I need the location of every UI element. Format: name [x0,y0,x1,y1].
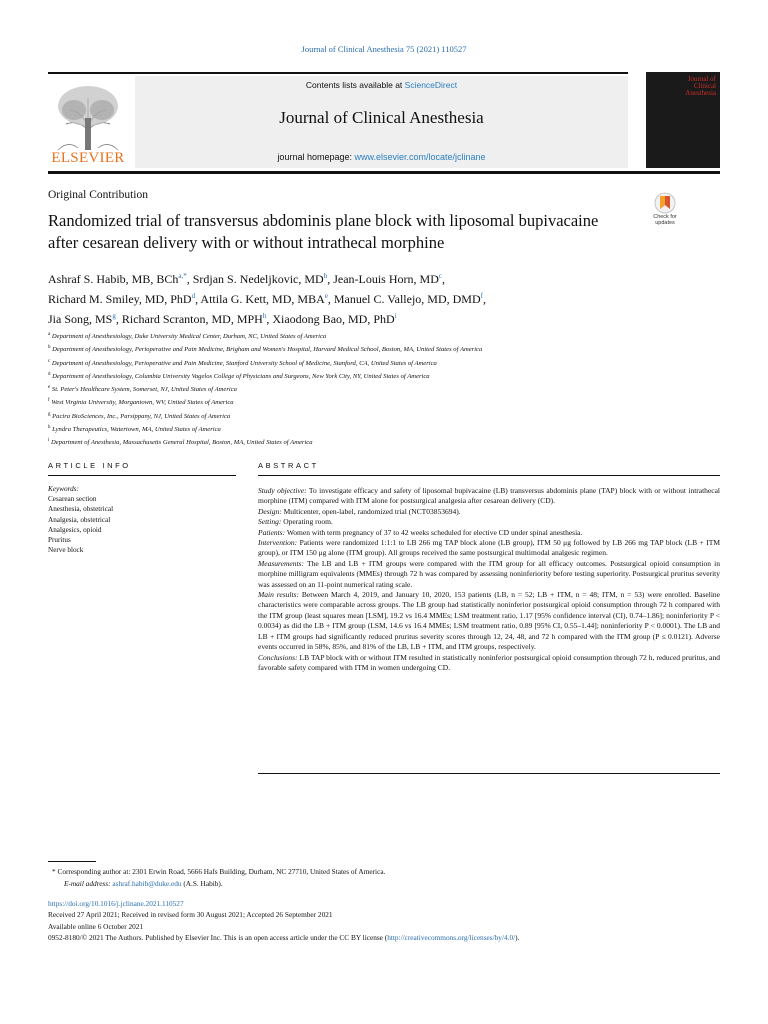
contents-prefix: Contents lists available at [305,80,405,90]
journal-title: Journal of Clinical Anesthesia [279,108,484,127]
cover-title: Journal of Clinical Anesthesia [685,75,716,97]
abstract-paragraph [258,528,720,538]
affiliation-marker: c [48,358,51,364]
author-affiliation-marker[interactable]: c [438,272,442,280]
affiliation-marker: h [48,424,51,430]
affiliation-item [48,369,728,382]
affiliation-item [48,422,728,435]
sciencedirect-link[interactable]: ScienceDirect [404,80,458,90]
email-label: E-mail address: [64,878,113,888]
affiliation-marker: i [48,438,50,444]
author-separator: , [195,292,201,306]
author-name[interactable]: Jean-Louis Horn, MD [333,272,439,286]
affiliation-item [48,435,728,448]
author-affiliation-marker[interactable]: i [394,312,397,320]
keyword-item: Nerve block [48,546,84,555]
homepage-prefix: journal homepage: [277,152,355,162]
affiliation-text: Lyndra Therapeutics, Watertown, MA, United States of America [52,426,221,434]
homepage-link[interactable]: www.elsevier.com/locate/jclinane [354,152,486,162]
homepage-line [135,152,628,162]
affiliation-marker: a [48,332,51,337]
author-affiliation-marker[interactable]: g [112,312,116,320]
publisher-name: ELSEVIER [51,150,125,166]
affiliation-item [48,409,728,422]
affiliation-marker: d [48,371,51,377]
abstract-paragraph [258,590,720,652]
author-name[interactable]: Srdjan S. Nedeljkovic, MD [192,272,324,286]
badge-label: Check for updates [653,214,677,226]
abstract-paragraph [258,559,720,590]
article-info-rule [48,475,236,476]
abstract-heading: ABSTRACT [258,461,319,470]
author-name[interactable]: Ashraf S. Habib, MB, BCh [48,272,179,286]
keyword-item: Cesarean section [48,495,97,504]
received-dates: Received 27 April 2021; Received in revised form 30 August 2021; Accepted 26 September 2021 [48,910,333,920]
abstract-paragraph-text: Operating room. [281,517,333,527]
author-affiliation-marker[interactable]: e [324,292,328,300]
affiliation-item [48,382,728,395]
available-online: Available online 6 October 2021 [48,921,144,931]
author-name[interactable]: Xiaodong Bao, MD, PhD [272,312,395,326]
license-link[interactable]: http://creativecommons.org/licenses/by/4.0/ [387,932,516,942]
abstract-paragraph-label: Setting: [258,517,282,527]
author-name[interactable]: Jia Song, MS [48,312,113,326]
elsevier-tree-logo [48,80,128,152]
affiliation-marker: b [48,345,51,351]
abstract-paragraph-text: Patients were randomized 1:1:1 to LB 266 mg TAP block alone (LB group), ITM 50 μg followed by LB 266 mg TAP block (LB + ITM group), or ITM 150 μg alone (ITM group). All groups received the same postsurgical multimodal analgesic regimen. [258,538,720,558]
author-separator: , [327,272,334,286]
copyright-suffix: ). [515,932,520,942]
author-separator: , [186,272,193,286]
affiliation-text: Department of Anesthesiology, Perioperative and Pain Medicine, Brigham and Women's Hospital, Harvard Medical School, Boston, MA, United States of America [52,346,483,354]
abstract-paragraph-text: LB TAP block with or without ITM resulted in statistically noninferior postsurgical opioid consumption through 72 h, reduced pruritus, and favorable safety compared with ITM in women undergoing CD. [258,652,720,672]
abstract-bottom-rule [258,773,720,774]
abstract-paragraph-text: Between March 4, 2019, and January 10, 2020, 153 patients (LB, n = 52; LB + ITM, n = 48; ITM, n = 53) were enrolled. Baseline characteristics were comparable across groups. The LB group had statistically noninferior postsurgical opioid consumption through 72 h compared with the ITM group (least squares mean [LSM], 19.2 vs 16.4 MMEs; LSM treatment ratio, 1.17 [95% confidence interval (CI), 0.74–1.86]; noninferiority P < 0.0034) as did the LB + ITM group (LSM, 14.6 vs 16.4 MMEs; LSM treatment ratio, 0.89 [95% CI, 0.55–1.44]; noninferiority P < 0.0001). The LB and LB + ITM groups had significantly reduced pruritus severity scores through 12, 24, 48, and 72 h compared with the ITM group (P ≤ 0.0121). Adverse events occurred in 58%, 85%, and 81% of the LB, LB + ITM, and ITM groups, respectively. [258,590,720,652]
abstract-paragraph-text: The LB and LB + ITM groups were compared with the ITM group for all efficacy outcomes. Postsurgical opioid consumption in morphine milligram equivalents (MMEs) through 72 h was compared by assessing noninferiority before testing superiority. Postsurgical pruritus severity was assessed on an 11-point numerical rating scale. [258,558,720,589]
abstract-paragraph [258,486,720,507]
abstract-paragraph-label: Conclusions: [258,652,298,662]
affiliation-item [48,342,728,355]
journal-citation[interactable]: Journal of Clinical Anesthesia 75 (2021) 110527 [301,44,467,54]
article-info-heading: ARTICLE INFO [48,461,131,470]
affiliation-item [48,356,728,369]
header-rule [48,72,628,74]
affiliation-marker: g [48,411,51,417]
abstract-paragraph-label: Patients: [258,527,286,537]
copyright-prefix: 0952-8180/© 2021 The Authors. Published by Elsevier Inc. This is an open access article under the CC BY license ( [48,932,388,942]
contents-line [135,80,628,90]
keyword-item: Pruritus [48,536,71,545]
article-type: Original Contribution [48,189,148,201]
bookmark-icon [645,192,685,214]
author-list [48,268,728,328]
author-affiliation-marker[interactable]: a,* [178,272,187,280]
article-title: Randomized trial of transversus abdominis plane block with liposomal bupivacaine after cesarean delivery with or without intrathecal morphine [48,211,599,252]
author-separator: , [327,292,334,306]
abstract-paragraph [258,507,720,517]
abstract-body [258,486,720,673]
author-name[interactable]: Richard Scranton, MD, MPH [121,312,263,326]
keyword-item: Anesthesia, obstetrical [48,505,114,514]
publication-info [48,898,728,943]
abstract-rule [258,475,720,476]
copyright-line [48,932,728,943]
keyword-item: Analgesics, opioid [48,525,102,534]
affiliation-item [48,329,728,342]
affiliation-item [48,395,728,408]
abstract-paragraph-label: Intervention: [258,538,298,548]
author-separator: , [482,292,486,306]
abstract-paragraph-label: Design: [258,506,282,516]
corresponding-author: * Corresponding author at: 2301 Erwin Road, 5666 Hafs Building, Durham, NC 27710, United States of America. [52,867,386,876]
header-bottom-rule [48,171,720,174]
footnote [52,866,722,889]
abstract-paragraph [258,517,720,527]
author-separator: , [441,272,445,286]
keyword-item: Analgesia, obstetrical [48,515,111,524]
abstract-paragraph-text: To investigate efficacy and safety of liposomal bupivacaine (LB) transversus abdominis plane (TAP) block with or without intrathecal morphine (ITM) compared with ITM alone for postsurgical analgesia after cesarean delivery (CD). [258,486,721,506]
keywords-label: Keywords: [48,485,79,493]
affiliation-text: Department of Anesthesiology, Perioperative and Pain Medicine, Stanford University School of Medicine, Stanford, CA, United States of America [51,359,437,367]
author-separator: , [115,312,122,326]
abstract-paragraph-text: Multicenter, open-label, randomized trial (NCT03853694). [281,506,461,516]
affiliation-text: West Virginia University, Morgantown, WV, United States of America [51,399,234,407]
affiliation-text: Pacira BioSciences, Inc., Parsippany, NJ, United States of America [52,412,231,420]
email-line [52,878,722,890]
author-affiliation-marker[interactable]: b [323,272,328,280]
journal-cover-image [646,72,720,168]
affiliation-text: Department of Anesthesiology, Duke University Medical Center, Durham, NC, United States of America [51,333,327,341]
author-affiliation-marker[interactable]: h [262,312,267,320]
abstract-paragraph-label: Main results: [258,590,299,600]
author-name[interactable]: Manuel C. Vallejo, MD, DMD [333,292,481,306]
author-name[interactable]: Attila G. Kett, MD, MBA [200,292,325,306]
affiliation-list [48,329,728,449]
author-affiliation-marker[interactable]: d [191,292,196,300]
author-name[interactable]: Richard M. Smiley, MD, PhD [48,292,192,306]
author-separator: , [266,312,273,326]
affiliation-text: St. Peter's Healthcare System, Somerset, NJ, United States of America [51,386,237,394]
footnote-rule [48,861,96,862]
doi-link[interactable]: https://doi.org/10.1016/j.jclinane.2021.110527 [48,899,184,908]
keywords-block [48,484,236,555]
abstract-paragraph-label: Study objective: [258,486,307,495]
abstract-paragraph [258,653,720,674]
affiliation-marker: f [48,398,50,404]
affiliation-text: Department of Anesthesiology, Columbia University Vagelos College of Physicians and Surgeons, New York City, NY, United States of America [52,373,430,381]
author-affiliation-marker[interactable]: f [480,292,483,300]
abstract-paragraph [258,538,720,559]
check-for-updates-badge[interactable] [645,192,685,232]
abstract-paragraph-text: Women with term pregnancy of 37 to 42 weeks scheduled for elective CD under spinal anesthesia. [285,527,583,537]
affiliation-marker: e [48,385,51,391]
affiliation-text: Department of Anesthesia, Massachusetts General Hospital, Boston, MA, United States of America [51,439,313,447]
email-link[interactable]: ashraf.habib@duke.edu [112,878,182,888]
email-suffix: (A.S. Habib). [181,878,223,888]
abstract-paragraph-label: Measurements: [258,558,304,568]
